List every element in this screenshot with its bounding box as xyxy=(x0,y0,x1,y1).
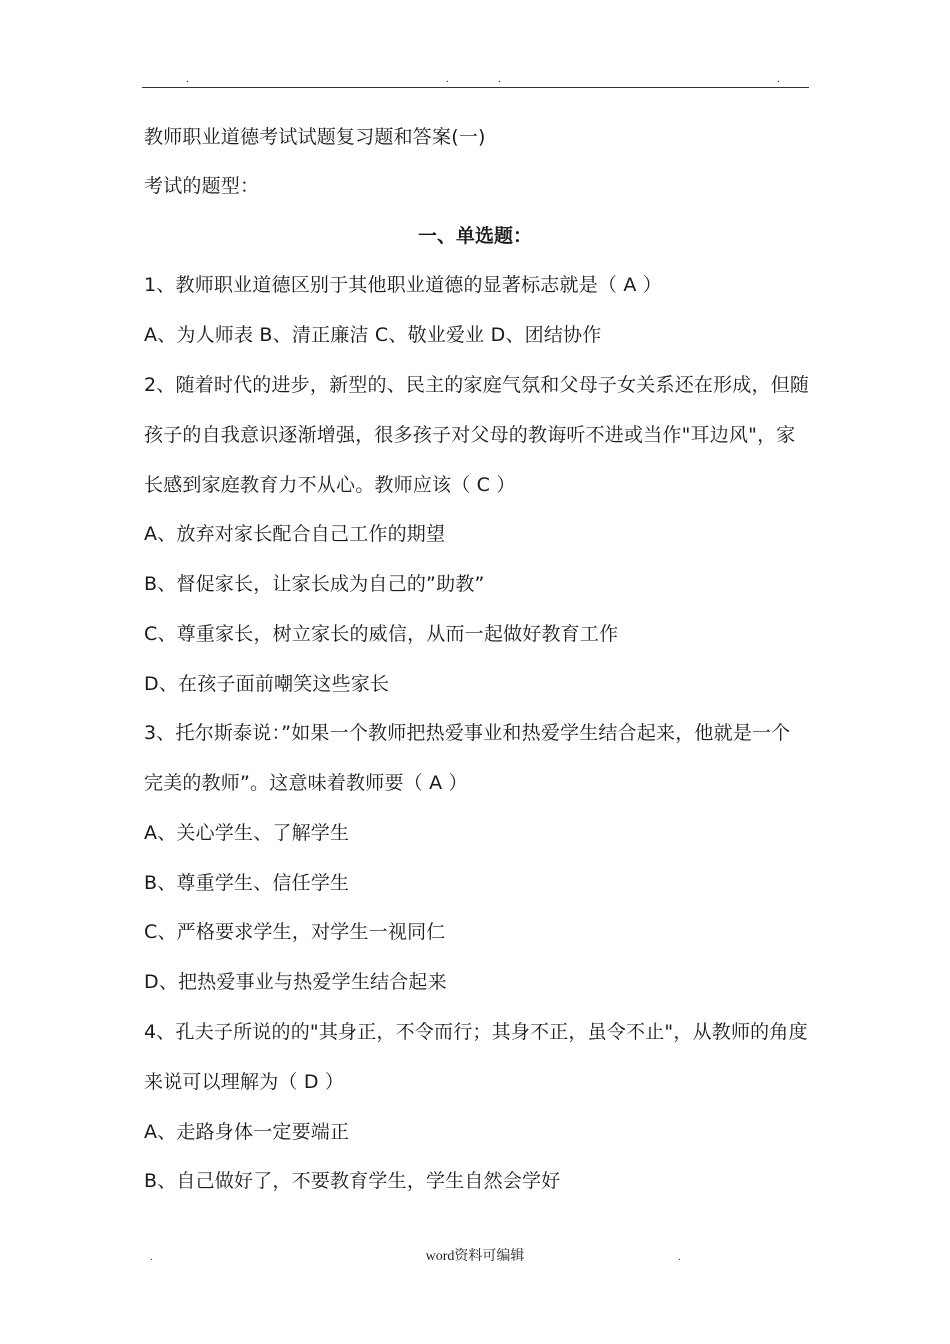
header-dot: . xyxy=(498,73,501,85)
footer-text: word资料可编辑 xyxy=(425,1249,525,1264)
option-line: B、督促家长，让家长成为自己的”助教” xyxy=(144,573,485,595)
question-line: 来说可以理解为（ D ） xyxy=(144,1071,345,1093)
header-dot: . xyxy=(186,73,189,85)
question-line: 完美的教师”。这意味着教师要（ A ） xyxy=(144,772,468,794)
header-dot: . xyxy=(446,73,449,85)
option-line: D、把热爱事业与热爱学生结合起来 xyxy=(144,971,447,993)
option-line: A、放弃对家长配合自己工作的期望 xyxy=(144,523,446,545)
footer-dot: . xyxy=(150,1251,153,1263)
question-line: 2、随着时代的进步，新型的、民主的家庭气氛和父母子女关系还在形成，但随 xyxy=(144,374,810,396)
question-line: 长感到家庭教育力不从心。教师应该（ C ） xyxy=(144,474,516,496)
question-line: 4、孔夫子所说的的"其身正，不令而行；其身不正，虽令不止"，从教师的角度 xyxy=(144,1021,808,1043)
option-line: A、走路身体一定要端正 xyxy=(144,1121,350,1143)
option-line: D、在孩子面前嘲笑这些家长 xyxy=(144,673,390,695)
header-rule xyxy=(142,87,809,88)
option-line: B、尊重学生、信任学生 xyxy=(144,872,350,894)
option-line: A、关心学生、了解学生 xyxy=(144,822,350,844)
page-header xyxy=(0,72,950,86)
section-heading: 一、单选题： xyxy=(417,225,532,247)
document-title: 教师职业道德考试试题复习题和答案(一) xyxy=(144,126,486,148)
option-line: C、严格要求学生，对学生一视同仁 xyxy=(144,921,446,943)
document-subtitle: 考试的题型： xyxy=(144,175,260,197)
question-line: 孩子的自我意识逐渐增强，很多孩子对父母的教诲听不进或当作"耳边风"，家 xyxy=(144,424,796,446)
option-line: A、为人师表 B、清正廉洁 C、敬业爱业 D、团结协作 xyxy=(144,324,602,346)
question-line: 3、托尔斯泰说：”如果一个教师把热爱事业和热爱学生结合起来，他就是一个 xyxy=(144,722,791,744)
option-line: C、尊重家长，树立家长的威信，从而一起做好教育工作 xyxy=(144,623,619,645)
option-line: B、自己做好了，不要教育学生，学生自然会学好 xyxy=(144,1170,561,1192)
footer-dot: . xyxy=(678,1251,681,1263)
header-dot: . xyxy=(777,73,780,85)
question-line: 1、教师职业道德区别于其他职业道德的显著标志就是（ A ） xyxy=(144,274,662,296)
